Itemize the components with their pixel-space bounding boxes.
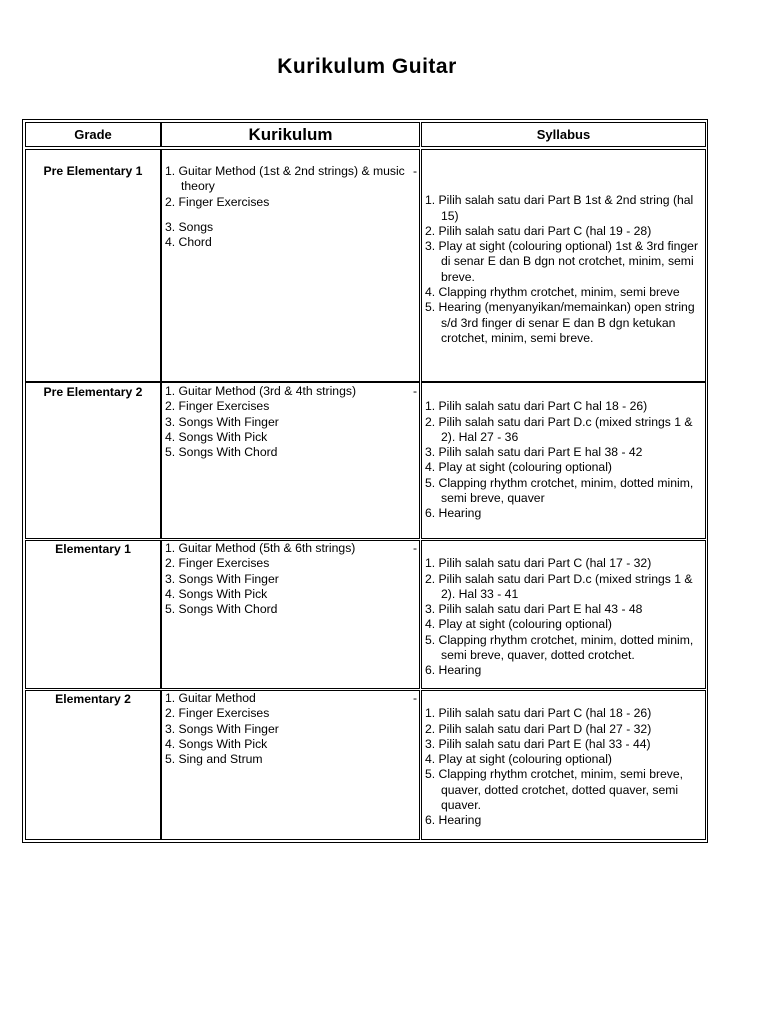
list-item: 2. Pilih salah satu dari Part D.c (mixed strings 1 & 2). Hal 33 - 41 — [425, 571, 693, 601]
list-item: 3. Songs With Finger — [165, 721, 279, 736]
list-item: 3. Songs — [165, 219, 214, 234]
list-item: - — [413, 691, 418, 705]
list-item: 4. Songs With Pick — [165, 736, 268, 751]
kurikulum-cell — [161, 690, 420, 840]
list-item: 2. Finger Exercises — [165, 706, 270, 721]
list-item: 3. Play at sight (colouring optional) 1st & 3rd finger di senar E dan B dgn not crotchet, minim, semi breve. — [425, 239, 699, 284]
list-item: 3. Pilih salah satu dari Part E hal 43 - 48 — [425, 602, 643, 617]
list-item: 6. Hearing — [425, 506, 482, 521]
list-item: 5. Clapping rhythm crotchet, minim, dotted minim, semi breve, quaver — [425, 475, 694, 506]
list-item: 3. Pilih salah satu dari Part E hal 38 - 42 — [425, 445, 643, 460]
list-item: 2. Pilih salah satu dari Part C (hal 19 - 28) — [425, 223, 652, 238]
list-item: 3. Songs With Finger — [165, 414, 279, 429]
list-item: 6. Hearing — [425, 663, 482, 678]
list-item: 4. Chord — [165, 235, 212, 250]
list-item: 3. Pilih salah satu dari Part E (hal 33 - 44) — [425, 736, 651, 751]
list-item: 1. Pilih salah satu dari Part C (hal 17 - 32) — [425, 556, 652, 571]
list-item: 3. Songs With Finger — [165, 571, 279, 586]
spacer — [165, 210, 419, 216]
list-item: 4. Songs With Pick — [165, 429, 268, 444]
header-grade: Grade — [25, 122, 161, 147]
syllabus-cell — [413, 382, 706, 539]
list-item: 4. Play at sight (colouring optional) — [425, 752, 612, 767]
list-item: - — [413, 384, 418, 398]
list-item: 4. Songs With Pick — [165, 586, 268, 601]
list-item: 2. Finger Exercises — [165, 194, 270, 209]
list-item: 4. Play at sight (colouring optional) — [425, 460, 612, 475]
list-item: 1. Guitar Method (3rd & 4th strings) — [165, 384, 357, 398]
list-item: 2. Pilih salah satu dari Part D (hal 27 - 32) — [425, 721, 652, 736]
syllabus-cell — [413, 540, 706, 689]
kurikulum-cell — [161, 540, 420, 689]
list-item: 4. Play at sight (colouring optional) — [425, 617, 612, 632]
list-item: 5. Clapping rhythm crotchet, minim, semi breve, quaver, dotted crotchet, dotted quaver, semi quaver. — [425, 767, 684, 813]
list-item: 2. Pilih salah satu dari Part D.c (mixed strings 1 & 2). Hal 27 - 36 — [425, 414, 693, 444]
page-title: Kurikulum Guitar — [277, 55, 457, 78]
list-item: 2. Finger Exercises — [165, 399, 270, 414]
list-item: - — [413, 164, 418, 178]
header-kurikulum: Kurikulum — [161, 122, 420, 147]
syllabus-cell — [413, 690, 706, 840]
list-item: 5. Songs With Chord — [165, 445, 278, 460]
list-item: 5. Songs With Chord — [165, 602, 278, 617]
list-item: 1. Pilih salah satu dari Part B 1st & 2nd string (hal 15) — [425, 193, 694, 223]
list-item: 1. Pilih salah satu dari Part C hal 18 - 26) — [425, 399, 648, 414]
list-item: 5. Clapping rhythm crotchet, minim, dotted minim, semi breve, quaver, dotted crotchet. — [425, 632, 694, 663]
header-syllabus: Syllabus — [421, 122, 706, 147]
list-item: - — [413, 541, 418, 555]
grade-cell: Elementary 1 — [25, 540, 161, 689]
syllabus-cell — [413, 149, 706, 382]
kurikulum-cell — [161, 149, 420, 382]
kurikulum-cell — [161, 382, 420, 539]
list-item: 4. Clapping rhythm crotchet, minim, semi breve — [425, 285, 680, 300]
grade-cell: Pre Elementary 2 — [25, 382, 161, 539]
list-item: 5. Sing and Strum — [165, 752, 263, 767]
list-item: 1. Guitar Method (5th & 6th strings) — [165, 541, 356, 555]
list-item: 2. Finger Exercises — [165, 556, 270, 571]
grade-cell: Elementary 2 — [25, 690, 161, 840]
list-item: 1. Guitar Method — [165, 691, 256, 705]
list-item: 1. Pilih salah satu dari Part C (hal 18 - 26) — [425, 706, 652, 721]
list-item: 5. Hearing (menyanyikan/memainkan) open string s/d 3rd finger di senar E dan B dgn ketukan crotchet, minim, semi breve. — [425, 300, 695, 345]
list-item: 6. Hearing — [425, 813, 482, 828]
list-item: 1. Guitar Method (1st & 2nd strings) & music theory — [165, 164, 405, 194]
grade-cell: Pre Elementary 1 — [25, 149, 161, 382]
